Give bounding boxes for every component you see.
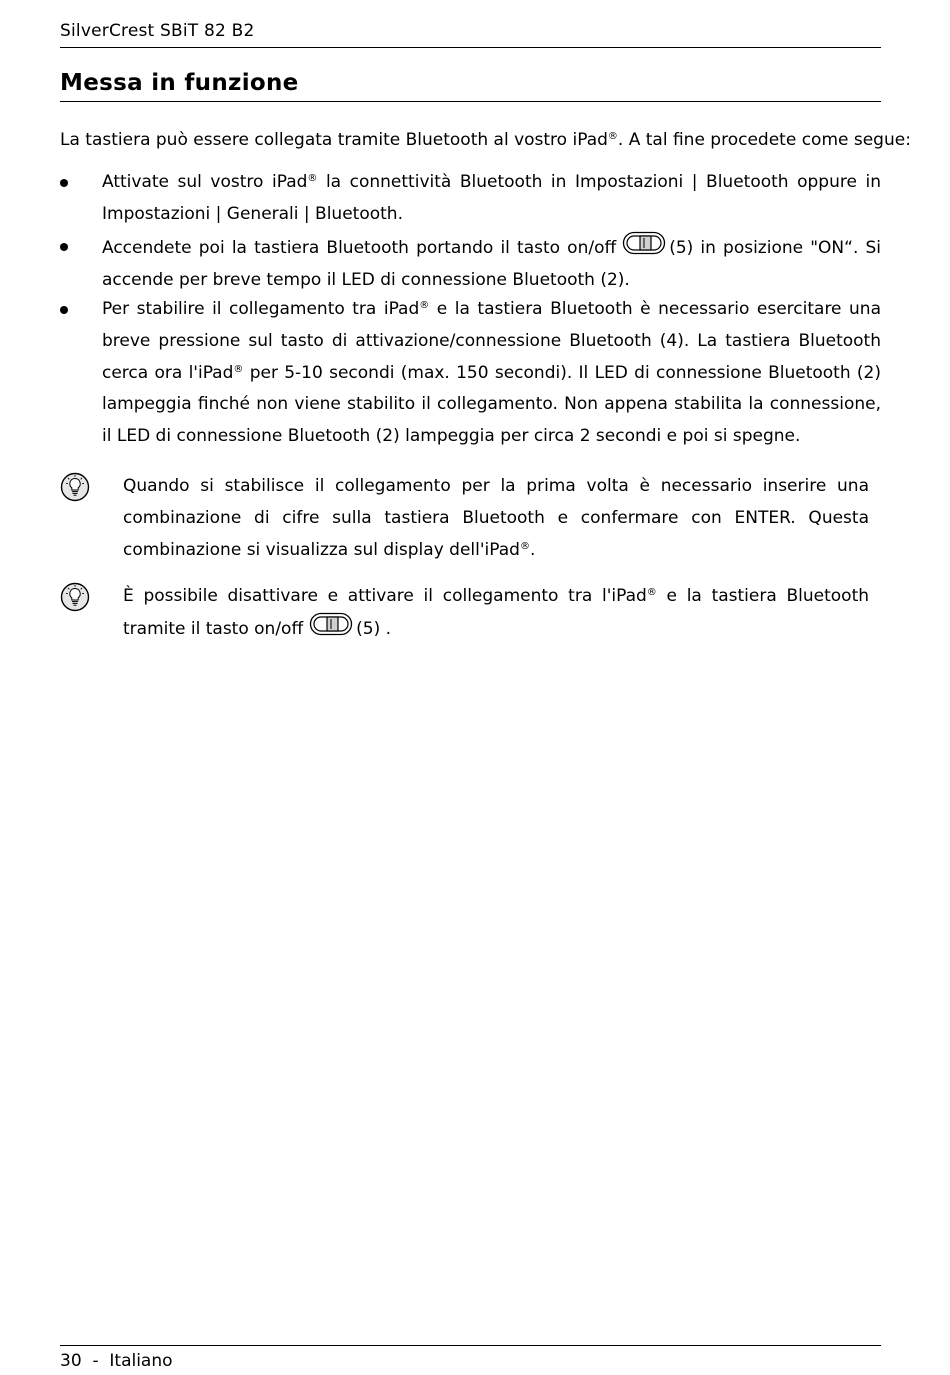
intro-paragraph: La tastiera può essere collegata tramite Bluetooth al vostro iPad®. A tal fine procedete come segue: xyxy=(60,130,911,150)
page-title: Messa in funzione xyxy=(60,70,299,96)
tip-text: È possibile disattivare e attivare il collegamento tra l'iPad® e la tastiera Bluetooth tramite il tasto on/off (5) . xyxy=(123,586,870,639)
lightbulb-tip-icon xyxy=(60,472,90,502)
page-number: 30 xyxy=(60,1351,82,1371)
tip-note xyxy=(60,580,872,644)
header-product-name: SilverCrest SBiT 82 B2 xyxy=(60,21,255,41)
page-header xyxy=(60,20,881,48)
tip-text: Quando si stabilisce il collegamento per la prima volta è necessario inserire una combinazione di cifre sulla tastiera Bluetooth e confermare con ENTER. Questa combinazione si visualizza sul display dell'iPad®. xyxy=(123,476,869,560)
on-off-switch-icon xyxy=(622,231,666,255)
footer-language: Italiano xyxy=(109,1351,173,1371)
list-item: Attivate sul vostro iPad® la connettività Bluetooth in Impostazioni | Bluetooth oppure in Impostazioni | Generali | Bluetooth. xyxy=(60,167,881,231)
section-title xyxy=(60,66,881,102)
bullet-dot-icon xyxy=(60,243,68,251)
instruction-list xyxy=(60,167,881,453)
tip-note xyxy=(60,470,872,566)
list-item: Per stabilire il collegamento tra iPad® e la tastiera Bluetooth è necessario esercitare una breve pressione sul tasto di attivazione/connessione Bluetooth (4). La tastiera Bluetooth cerca ora l'iPad® per 5-10 secondi (max. 150 secondi). Il LED di connessione Bluetooth (2) lampeggia finché non viene stabilito il collegamento. Non appena stabilita la connessione, il LED di connessione Bluetooth (2) lampeggia per circa 2 secondi e poi si spegne. xyxy=(60,294,881,453)
page-footer xyxy=(60,1345,881,1375)
footer-text: 30 - Italiano xyxy=(60,1351,173,1371)
list-item: Accendete poi la tastiera Bluetooth portando il tasto on/off (5) in posizione "ON“. Si accende per breve tempo il LED di connessione Bluetooth (2). xyxy=(60,231,881,294)
bullet-dot-icon xyxy=(60,179,68,187)
lightbulb-tip-icon xyxy=(60,582,90,612)
bullet-dot-icon xyxy=(60,306,68,314)
on-off-switch-icon xyxy=(309,612,353,636)
